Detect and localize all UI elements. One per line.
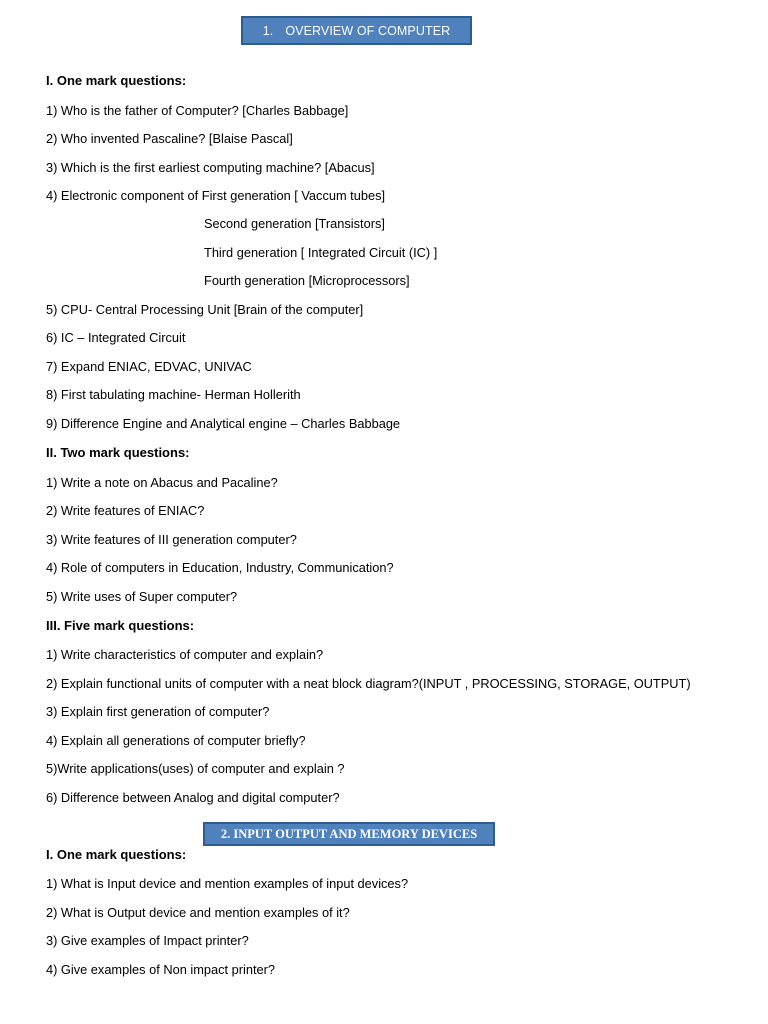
s1-one-mark-q5: 5) CPU- Central Processing Unit [Brain of the computer]: [46, 302, 364, 317]
s1-five-mark-q5: 5)Write applications(uses) of computer and explain ?: [46, 761, 345, 776]
s1-five-mark-q2: 2) Explain functional units of computer with a neat block diagram?(INPUT , PROCESSING, STORAGE, OUTPUT): [46, 676, 691, 691]
s2-one-mark-q3: 3) Give examples of Impact printer?: [46, 933, 249, 948]
section-2-title: 2. INPUT OUTPUT AND MEMORY DEVICES: [220, 826, 478, 841]
s1-one-mark-q8: 8) First tabulating machine- Herman Hollerith: [46, 387, 301, 402]
section-1-number: 1.: [262, 23, 274, 38]
s1-one-mark-q4: 4) Electronic component of First generation [ Vaccum tubes]: [46, 188, 386, 203]
s1-five-mark-q4: 4) Explain all generations of computer briefly?: [46, 733, 306, 748]
s1-one-mark-q7: 7) Expand ENIAC, EDVAC, UNIVAC: [46, 359, 252, 374]
section-1-title-banner: [241, 16, 472, 45]
s1-five-mark-q1: 1) Write characteristics of computer and explain?: [46, 647, 324, 662]
s2-one-mark-q1: 1) What is Input device and mention examples of input devices?: [46, 876, 409, 891]
s1-two-mark-q5: 5) Write uses of Super computer?: [46, 589, 238, 604]
s1-two-mark-q1: 1) Write a note on Abacus and Pacaline?: [46, 475, 278, 490]
s1-one-mark-q4-fourth-gen: Fourth generation [Microprocessors]: [204, 273, 410, 288]
s1-two-mark-q3: 3) Write features of III generation computer?: [46, 532, 297, 547]
section-2-title-banner: [203, 822, 495, 846]
s1-one-mark-q6: 6) IC – Integrated Circuit: [46, 330, 186, 345]
s1-two-mark-q4: 4) Role of computers in Education, Industry, Communication?: [46, 560, 394, 575]
s2-one-mark-q4: 4) Give examples of Non impact printer?: [46, 962, 276, 977]
s1-one-mark-q9: 9) Difference Engine and Analytical engine – Charles Babbage: [46, 416, 401, 431]
s2-one-mark-heading: I. One mark questions:: [46, 847, 187, 862]
s1-one-mark-q2: 2) Who invented Pascaline? [Blaise Pascal]: [46, 131, 293, 146]
s1-one-mark-q1: 1) Who is the father of Computer? [Charles Babbage]: [46, 103, 349, 118]
s1-one-mark-q4-second-gen: Second generation [Transistors]: [204, 216, 385, 231]
s1-one-mark-q3: 3) Which is the first earliest computing machine? [Abacus]: [46, 160, 375, 175]
s1-two-mark-q2: 2) Write features of ENIAC?: [46, 503, 205, 518]
s1-five-mark-heading: III. Five mark questions:: [46, 618, 195, 633]
s1-two-mark-heading: II. Two mark questions:: [46, 445, 190, 460]
section-1-title: OVERVIEW OF COMPUTER: [285, 23, 451, 38]
s1-five-mark-q3: 3) Explain first generation of computer?: [46, 704, 270, 719]
s2-one-mark-q2: 2) What is Output device and mention examples of it?: [46, 905, 350, 920]
s1-one-mark-heading: I. One mark questions:: [46, 73, 187, 88]
s1-one-mark-q4-third-gen: Third generation [ Integrated Circuit (IC) ]: [204, 245, 438, 260]
s1-five-mark-q6: 6) Difference between Analog and digital computer?: [46, 790, 340, 805]
